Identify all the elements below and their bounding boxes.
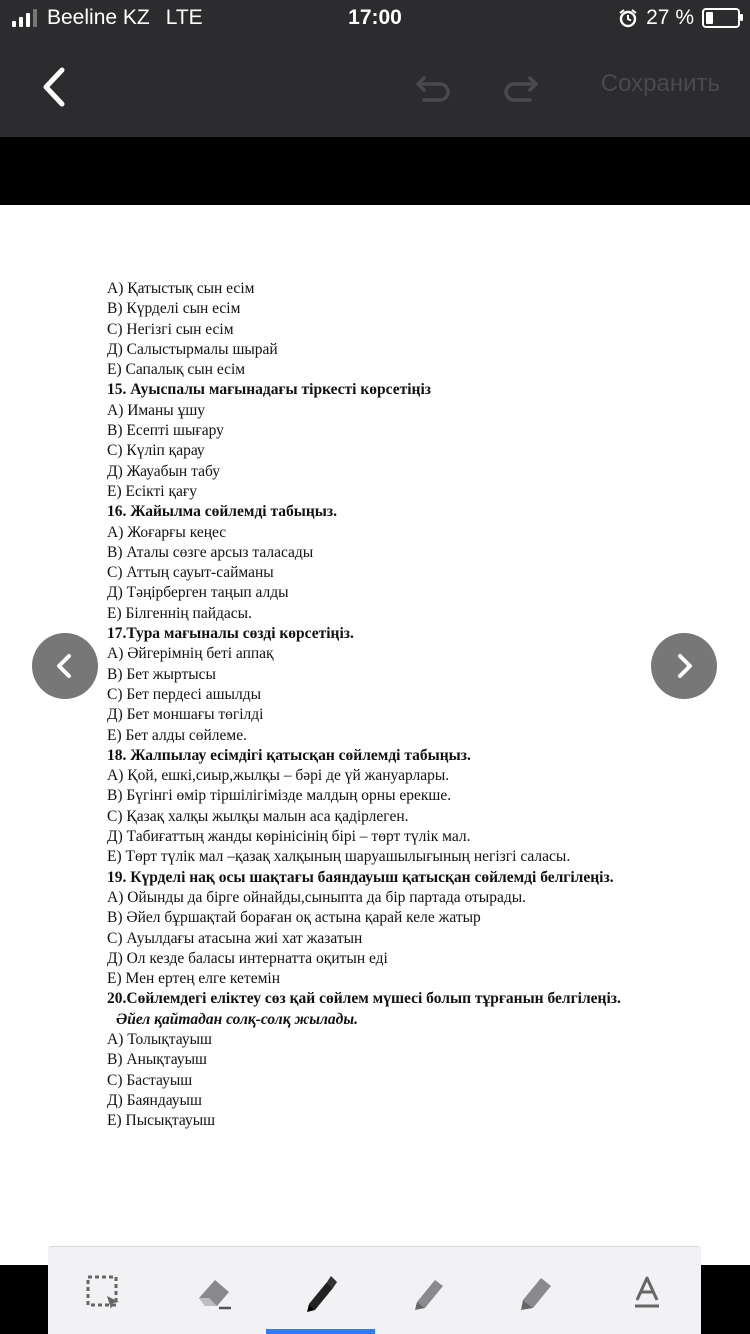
lasso-select-icon: [83, 1272, 123, 1312]
answer-option: В) Аталы сөзге арсыз таласады: [107, 543, 314, 561]
answer-option: С) Аттың сауыт-сайманы: [107, 564, 274, 582]
answer-option: Д) Тәңірберген таңып алды: [107, 584, 289, 602]
answer-option: С) Негізгі сын есім: [107, 320, 234, 338]
previous-page-button[interactable]: [32, 633, 98, 699]
answer-option: В) Бет жыртысы: [107, 665, 216, 683]
eraser-icon: [191, 1272, 235, 1312]
chevron-left-icon: [50, 651, 80, 681]
answer-option: Д) Табиғаттың жанды көрінісінің бірі – төрт түлік мал.: [107, 828, 471, 846]
pen-tool[interactable]: [298, 1269, 344, 1315]
answer-option: Е) Білгеннің пайдасы.: [107, 604, 252, 622]
undo-button[interactable]: [410, 66, 458, 110]
answer-option: А) Иманы ұшу: [107, 401, 206, 419]
eraser-tool[interactable]: [190, 1269, 236, 1315]
answer-option: В) Есепті шығару: [107, 422, 224, 440]
answer-option: С) Қазақ халқы жылқы малын аса қадірлеген.: [107, 807, 409, 825]
marker-icon: [407, 1270, 451, 1314]
answer-option: Е) Бет алды сөйлеме.: [107, 726, 247, 744]
battery-percent: 27 %: [646, 6, 694, 29]
answer-option: Е) Пысықтауыш: [107, 1112, 216, 1130]
answer-option: А) Жоғарғы кеңес: [107, 523, 227, 541]
battery-level: [706, 12, 713, 24]
text-color-tool[interactable]: [624, 1269, 670, 1315]
answer-option: Е) Төрт түлік мал –қазақ халқының шаруашылығының негізгі саласы.: [107, 848, 571, 866]
question-heading: 16. Жайылма сөйлемді табыңыз.: [107, 503, 338, 521]
example-sentence: Әйел қайтадан солқ-солқ жылады.: [116, 1010, 358, 1028]
status-right: [618, 6, 740, 30]
answer-option: Д) Бет моншағы төгілді: [107, 706, 264, 724]
next-page-button[interactable]: [651, 633, 717, 699]
question-heading: 19. Күрделі нақ осы шақтағы баяндауыш қатысқан сөйлемді белгілеңіз.: [107, 868, 614, 886]
pen-icon: [299, 1270, 343, 1314]
answer-option: А) Толықтауыш: [107, 1030, 212, 1048]
highlighter-tool[interactable]: [514, 1269, 560, 1315]
network-type: LTE: [165, 6, 203, 29]
answer-option: С) Бастауыш: [107, 1071, 193, 1089]
lasso-select-tool[interactable]: [80, 1269, 126, 1315]
redo-icon: [496, 66, 544, 110]
answer-option: С) Бет пердесі ашылды: [107, 685, 262, 703]
chevron-left-icon: [30, 62, 80, 112]
alarm-icon: [618, 8, 638, 28]
back-button[interactable]: [30, 62, 80, 112]
answer-option: Е) Сапалық сын есім: [107, 361, 246, 379]
selected-tool-indicator: [266, 1329, 375, 1334]
redo-button[interactable]: [496, 66, 544, 110]
question-heading: 17.Тура мағыналы сөзді көрсетіңіз.: [107, 625, 354, 643]
document-text: [107, 279, 717, 1131]
answer-option: Д) Баяндауыш: [107, 1091, 202, 1109]
question-heading: 15. Ауыспалы мағынадағы тіркесті көрсетіңіз: [107, 381, 431, 399]
document-page: [0, 205, 750, 1265]
answer-option: Д) Жауабын табу: [107, 462, 220, 480]
battery-icon: [702, 8, 740, 28]
status-bar: [0, 0, 750, 40]
carrier-name: Beeline KZ: [47, 6, 150, 29]
answer-option: С) Ауылдағы атасына жиі хат жазатын: [107, 929, 363, 947]
answer-option: А) Қой, ешкі,сиыр,жылқы – бәрі де үй жануарлары.: [107, 767, 450, 785]
chevron-right-icon: [669, 651, 699, 681]
answer-option: С) Күліп қарау: [107, 442, 205, 460]
answer-option: А) Әйгерімнің беті аппақ: [107, 645, 274, 663]
save-button[interactable]: Сохранить: [600, 70, 720, 97]
answer-option: Е) Есікті қағу: [107, 482, 197, 500]
answer-option: Д) Ол кезде баласы интернатта оқитын еді: [107, 949, 388, 967]
markup-tool-palette: [48, 1246, 701, 1334]
question-heading: 20.Сөйлемдегі еліктеу сөз қай сөйлем мүшесі болып тұрғанын белгілеңіз.: [107, 990, 621, 1008]
status-time: 17:00: [348, 6, 402, 29]
text-color-icon: [627, 1272, 667, 1312]
highlighter-icon: [515, 1270, 559, 1314]
answer-option: В) Анықтауыш: [107, 1051, 207, 1069]
canvas-margin-top: [0, 137, 750, 205]
answer-option: В) Әйел бұршақтай бораған оқ астына қарай келе жатыр: [107, 909, 481, 927]
answer-option: Е) Мен ертең елге кетемін: [107, 970, 280, 988]
answer-option: В) Күрделі сын есім: [107, 300, 241, 318]
editor-toolbar: [0, 40, 750, 137]
answer-option: В) Бүгінгі өмір тіршілігімізде малдың орны ерекше.: [107, 787, 452, 805]
marker-tool[interactable]: [406, 1269, 452, 1315]
undo-icon: [410, 66, 458, 110]
answer-option: Д) Салыстырмалы шырай: [107, 340, 278, 358]
question-heading: 18. Жалпылау есімдігі қатысқан сөйлемді табыңыз.: [107, 746, 471, 764]
answer-option: А) Ойынды да бірге ойнайды,сыныпта да бір партада отырады.: [107, 888, 526, 906]
answer-option: А) Қатыстық сын есім: [107, 280, 255, 297]
